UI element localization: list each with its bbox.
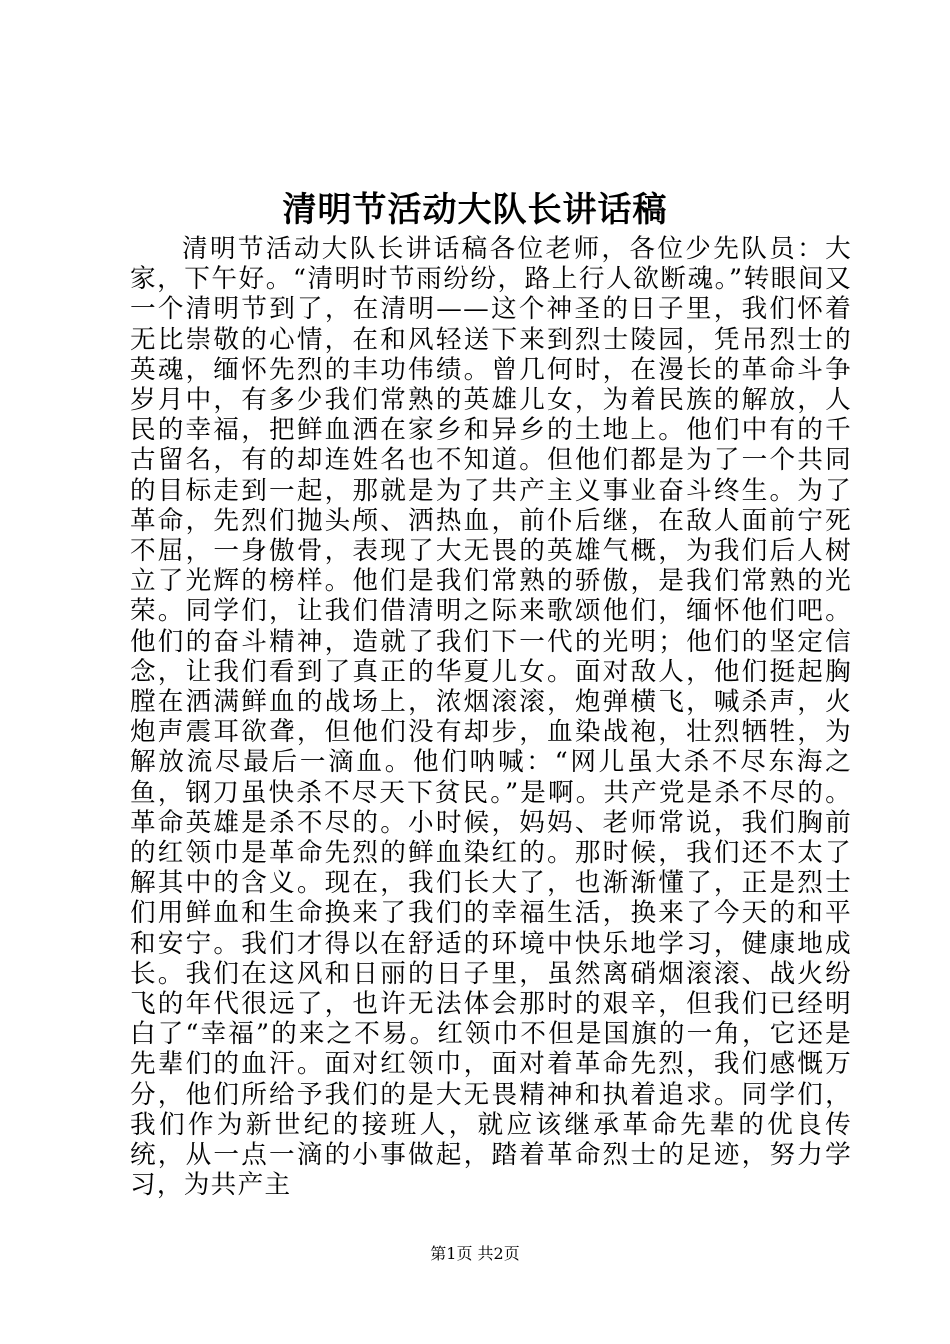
page-footer: 第1页 共2页 [430, 1244, 520, 1263]
page-title: 清明节活动大队长讲话稿 [282, 190, 668, 230]
body-paragraph: 清明节活动大队长讲话稿各位老师，各位少先队员：大家，下午好。“清明时节雨纷纷，路上行人欲断魂。”转眼间又一个清明节到了，在清明——这个神圣的日子里，我们怀着无比崇敬的心情，在和风轻送下来到烈士陵园，凭吊烈士的英魂，缅怀先烈的丰功伟绩。曾几何时，在漫长的革命斗争岁月中，有多少我们常熟的英雄儿女，为着民族的解放，人民的幸福，把鲜血洒在家乡和异乡的土地上。他们中有的千古留名，有的却连姓名也不知道。但他们都是为了一个共同的目标走到一起，那就是为了共产主义事业奋斗终生。为了革命，先烈们抛头颅、洒热血，前仆后继，在敌人面前宁死不屈，一身傲骨，表现了大无畏的英雄气概，为我们后人树立了光辉的榜样。他们是我们常熟的骄傲，是我们常熟的光荣。同学们，让我们借清明之际来歌颂他们，缅怀他们吧。他们的奋斗精神，造就了我们下一代的光明；他们的坚定信念，让我们看到了真正的华夏儿女。面对敌人，他们挺起胸膛在洒满鲜血的战场上，浓烟滚滚，炮弹横飞，喊杀声，火炮声震耳欲聋，但他们没有却步，血染战袍，壮烈牺牲，为解放流尽最后一滴血。他们呐喊：“网儿虽大杀不尽东海之鱼，钢刀虽快杀不尽天下贫民。”是啊。共产党是杀不尽的。革命英雄是杀不尽的。小时候，妈妈、老师常说，我们胸前的红领巾是革命先烈的鲜血染红的。那时候，我们还不太了解其中的含义。现在，我们长大了，也渐渐懂了，正是烈士们用鲜血和生命换来了我们的幸福生活，换来了今天的和平和安宁。我们才得以在舒适的环境中快乐地学习，健康地成长。我们在这风和日丽的日子里，虽然离硝烟滚滚、战火纷飞的年代很远了，也许无法体会那时的艰辛，但我们已经明白了“幸福”的来之不易。红领巾不但是国旗的一角，它还是先辈们的血汗。面对红领巾，面对着革命先烈，我们感慨万分，他们所给予我们的是大无畏精神和执着追求。同学们，我们作为新世纪的接班人，就应该继承革命先辈的优良传统，从一点一滴的小事做起，踏着革命烈士的足迹，努力学习，为共产主 [130, 234, 852, 1201]
